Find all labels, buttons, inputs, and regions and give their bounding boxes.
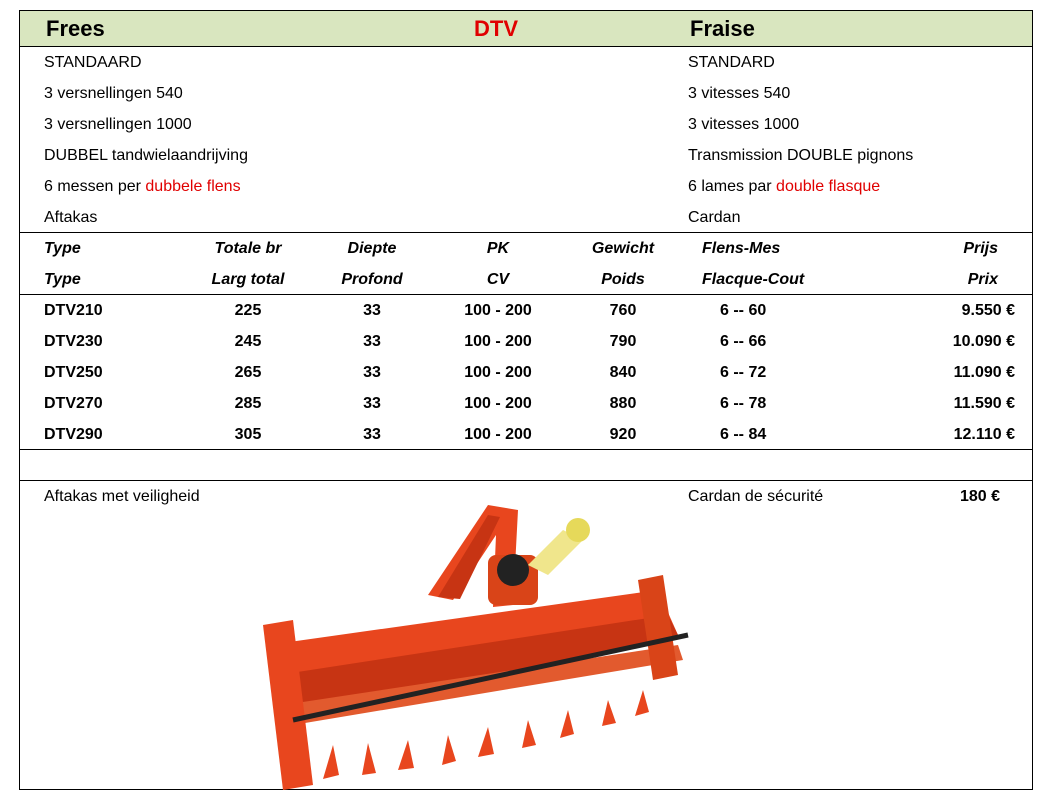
title-model: DTV — [474, 16, 518, 41]
tiller-pto-yoke — [566, 518, 590, 542]
spec-fr-line — [688, 209, 740, 227]
spec-fr-line — [688, 147, 913, 165]
table-cell: DTV270 — [44, 395, 103, 412]
table-cell: 265 — [234, 364, 262, 381]
table-cell: 6 -- 84 — [720, 426, 767, 443]
table-cell: 880 — [609, 395, 637, 412]
table-cell: 790 — [609, 333, 637, 350]
table-cell: DTV210 — [44, 302, 103, 319]
table-cell: 285 — [234, 395, 262, 412]
spec-text: Cardan — [688, 209, 741, 226]
spec-text: STANDARD — [688, 54, 775, 71]
table-cell: 33 — [363, 302, 381, 319]
column-header-fr: Type — [44, 271, 81, 288]
column-header-nl: Flens-Mes — [702, 240, 781, 257]
title-dutch: Frees — [46, 16, 105, 41]
spec-nl-line — [44, 209, 97, 227]
title-french: Fraise — [690, 16, 755, 41]
column-header-nl: Prijs — [963, 240, 998, 257]
option-french: Cardan de sécurité — [688, 488, 824, 505]
table-cell: 100 - 200 — [464, 333, 532, 350]
price-sheet — [19, 10, 1033, 790]
table-cell: DTV250 — [44, 364, 103, 381]
column-header-fr: Profond — [341, 271, 403, 288]
table-cell: 920 — [609, 426, 637, 443]
table-cell: DTV290 — [44, 426, 103, 443]
spec-fr-line — [688, 85, 790, 103]
divider — [20, 480, 1032, 481]
spec-fr-line — [688, 116, 799, 134]
table-cell: 6 -- 66 — [720, 333, 767, 350]
table-cell: 100 - 200 — [464, 302, 532, 319]
table-cell: 11.590 € — [953, 395, 1015, 412]
column-header-nl: Gewicht — [591, 240, 655, 257]
table-cell: 6 -- 78 — [720, 395, 767, 412]
spec-text: 3 vitesses 1000 — [688, 116, 800, 133]
divider — [20, 449, 1032, 450]
rotary-tiller-illustration — [238, 495, 693, 795]
spec-fr-line — [688, 54, 775, 72]
column-header-fr: Flacque-Cout — [702, 271, 805, 288]
table-cell: 33 — [363, 333, 381, 350]
spec-text: STANDAARD — [44, 54, 142, 71]
table-cell: 6 -- 60 — [720, 302, 767, 319]
table-cell: 100 - 200 — [464, 395, 532, 412]
column-header-fr: CV — [486, 271, 510, 288]
divider — [20, 294, 1032, 295]
table-cell: 12.110 € — [953, 426, 1015, 443]
spec-nl-line — [44, 54, 142, 72]
table-cell: 33 — [363, 426, 381, 443]
spec-nl-line — [44, 116, 192, 134]
table-cell: 760 — [609, 302, 637, 319]
table-cell: 10.090 € — [952, 333, 1015, 350]
spec-text: 3 versnellingen 1000 — [44, 116, 192, 133]
table-cell: 11.090 € — [953, 364, 1015, 381]
spec-text: 3 versnellingen 540 — [44, 85, 183, 102]
option-price: 180 € — [959, 488, 1000, 505]
spec-nl-line — [44, 85, 183, 103]
spec-nl-line — [44, 147, 248, 165]
table-cell: 33 — [363, 364, 381, 381]
column-header-fr: Larg total — [211, 271, 285, 288]
spec-highlight: dubbele flens — [145, 178, 241, 195]
table-cell: 245 — [234, 333, 262, 350]
spec-text: 6 lames par — [688, 178, 777, 195]
table-cell: 100 - 200 — [464, 364, 532, 381]
table-cell: 9.550 € — [961, 302, 1015, 319]
divider — [20, 232, 1032, 233]
spec-text: Transmission DOUBLE pignons — [688, 147, 914, 164]
column-header-fr: Prix — [967, 271, 998, 288]
table-cell: 305 — [234, 426, 262, 443]
column-header-nl: PK — [486, 240, 510, 257]
spec-text: 3 vitesses 540 — [688, 85, 791, 102]
column-header-fr: Poids — [601, 271, 645, 288]
table-cell: 100 - 200 — [464, 426, 532, 443]
table-cell: DTV230 — [44, 333, 103, 350]
table-cell: 840 — [609, 364, 637, 381]
spec-text: Aftakas — [44, 209, 98, 226]
title-bar — [20, 11, 1032, 47]
table-cell: 33 — [363, 395, 381, 412]
column-header-nl: Diepte — [347, 240, 397, 257]
spec-text: 6 messen per — [44, 178, 146, 195]
table-cell: 225 — [234, 302, 262, 319]
spec-text: DUBBEL tandwielaandrijving — [44, 147, 248, 164]
spec-highlight: double flasque — [776, 178, 881, 195]
tiller-pto-disc — [497, 554, 529, 586]
column-header-nl: Type — [44, 240, 81, 257]
option-dutch: Aftakas met veiligheid — [44, 488, 200, 505]
column-header-nl: Totale br — [214, 240, 282, 257]
spec-fr-line — [688, 178, 880, 196]
spec-nl-line — [44, 178, 241, 196]
table-cell: 6 -- 72 — [720, 364, 767, 381]
